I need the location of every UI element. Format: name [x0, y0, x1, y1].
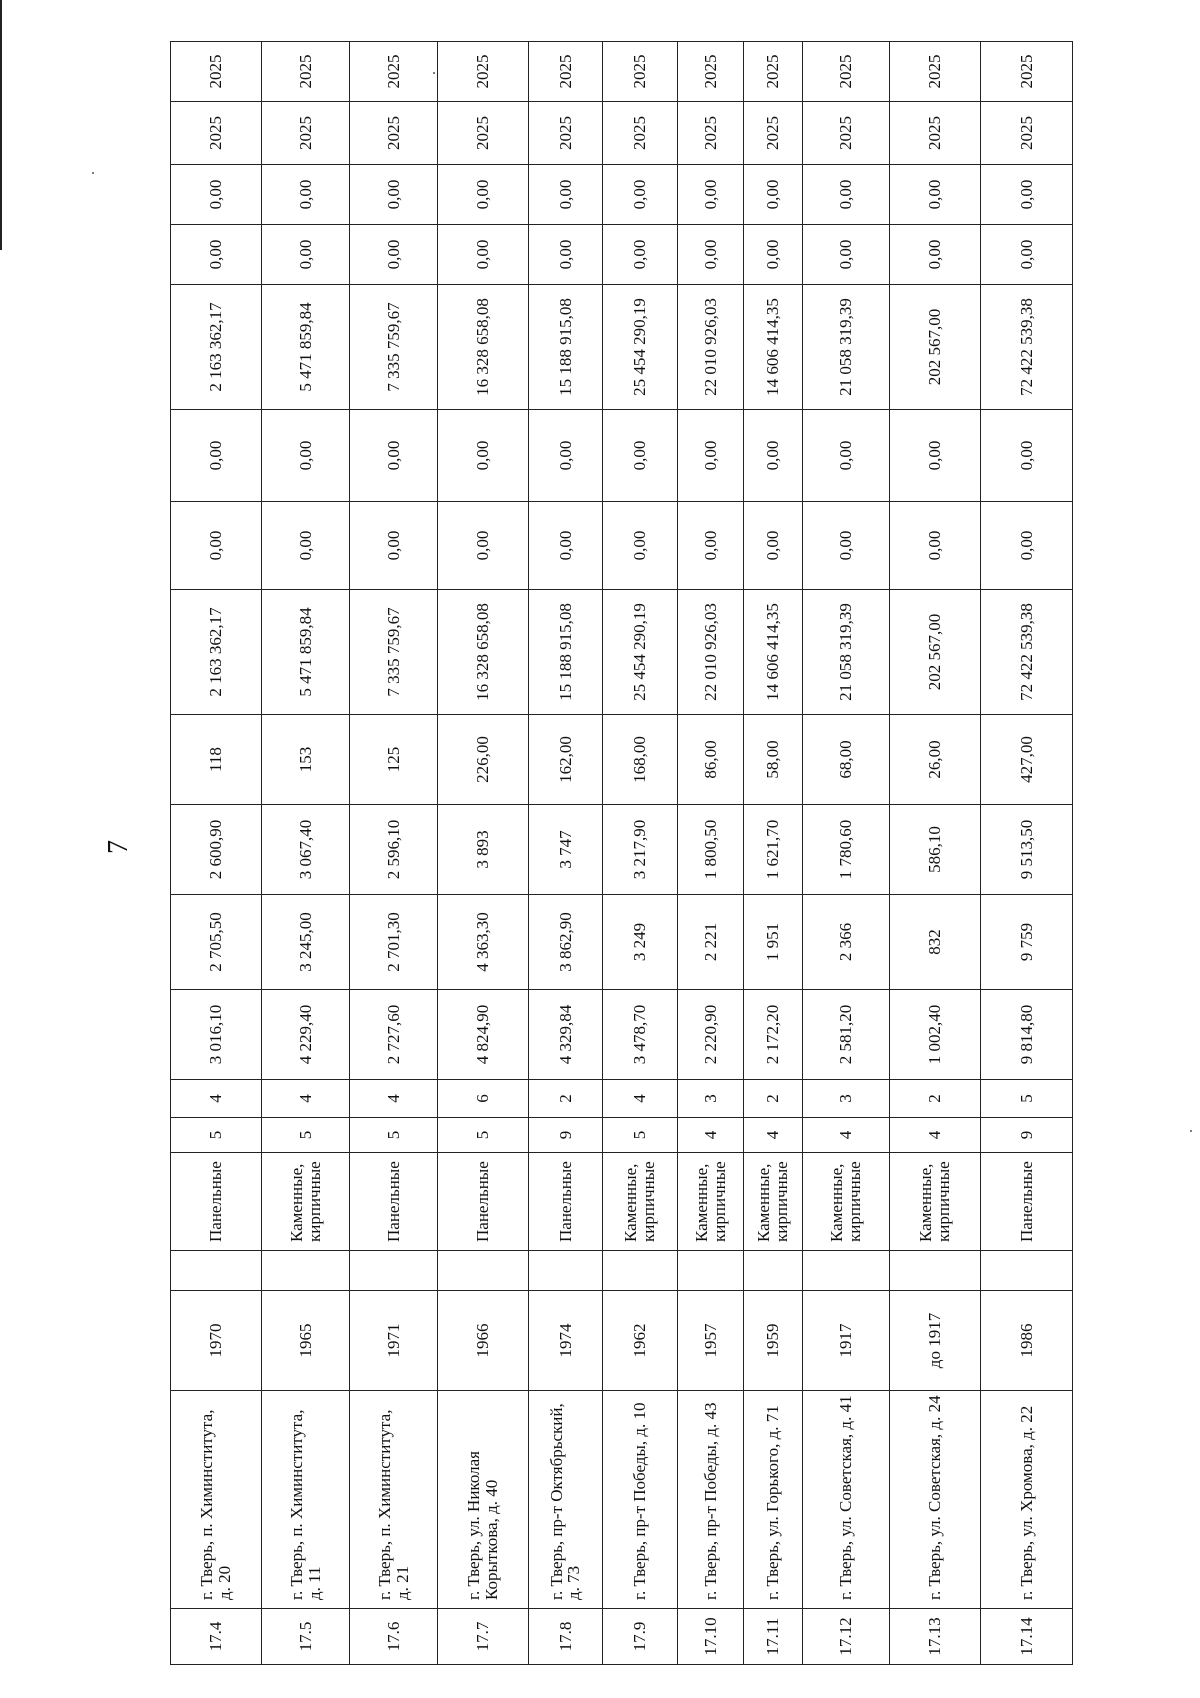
cell-address: г. Тверь, ул. Советская, д. 41	[802, 1391, 890, 1609]
cell-no: 17.4	[171, 1609, 262, 1665]
cell-fund-c: 72 422 539,38	[981, 285, 1073, 410]
table-row	[528, 42, 603, 1665]
cell-fund-d: 0,00	[437, 225, 528, 285]
cell-extra	[261, 1251, 350, 1291]
cell-year-plan: 2025	[744, 102, 803, 165]
cell-fund-a: 0,00	[802, 502, 890, 590]
cell-area-total: 2 727,60	[350, 990, 438, 1080]
cell-year: 1970	[171, 1291, 262, 1391]
cell-fund-b: 0,00	[171, 410, 262, 502]
cell-cost-total: 14 606 414,35	[744, 590, 803, 715]
cell-area-c: 1 621,70	[744, 805, 803, 895]
cell-cost-total: 202 567,00	[890, 590, 981, 715]
cell-fund-d: 0,00	[678, 225, 744, 285]
cell-fund-c: 14 606 414,35	[744, 285, 803, 410]
cell-year: 1962	[603, 1291, 678, 1391]
cell-fund-d: 0,00	[890, 225, 981, 285]
cell-fund-e: 0,00	[261, 165, 350, 225]
cell-address: г. Тверь, ул. Советская, д. 24	[890, 1391, 981, 1609]
cell-year: 1959	[744, 1291, 803, 1391]
cell-entrances: 2	[528, 1080, 603, 1118]
cell-fund-d: 0,00	[744, 225, 803, 285]
cell-entrances: 5	[981, 1080, 1073, 1118]
cell-entrances: 3	[678, 1080, 744, 1118]
cell-no: 17.5	[261, 1609, 350, 1665]
cell-fund-b: 0,00	[603, 410, 678, 502]
cell-fund-c: 2 163 362,17	[171, 285, 262, 410]
cell-extra	[890, 1251, 981, 1291]
cell-year-plan: 2025	[678, 102, 744, 165]
cell-cost-total: 15 188 915,08	[528, 590, 603, 715]
cell-floors: 5	[603, 1118, 678, 1153]
cell-area-b: 2 701,30	[350, 895, 438, 990]
cell-floors: 5	[171, 1118, 262, 1153]
cell-residents: 86,00	[678, 715, 744, 805]
cell-extra	[981, 1251, 1073, 1291]
cell-area-total: 4 229,40	[261, 990, 350, 1080]
cell-area-c: 2 600,90	[171, 805, 262, 895]
cell-year-done: 2025	[261, 42, 350, 102]
cell-year-plan: 2025	[981, 102, 1073, 165]
cell-fund-b: 0,00	[437, 410, 528, 502]
cell-area-total: 2 220,90	[678, 990, 744, 1080]
cell-extra	[802, 1251, 890, 1291]
cell-area-b: 3 862,90	[528, 895, 603, 990]
cell-walls: Панельные	[437, 1153, 528, 1251]
cell-cost-total: 25 454 290,19	[603, 590, 678, 715]
cell-area-b: 832	[890, 895, 981, 990]
cell-fund-d: 0,00	[802, 225, 890, 285]
cell-fund-e: 0,00	[528, 165, 603, 225]
cell-fund-a: 0,00	[350, 502, 438, 590]
cell-fund-b: 0,00	[678, 410, 744, 502]
cell-area-c: 2 596,10	[350, 805, 438, 895]
cell-year-plan: 2025	[261, 102, 350, 165]
table-row	[171, 42, 262, 1665]
cell-fund-e: 0,00	[603, 165, 678, 225]
cell-fund-e: 0,00	[350, 165, 438, 225]
cell-area-total: 9 814,80	[981, 990, 1073, 1080]
cell-year: 1917	[802, 1291, 890, 1391]
cell-entrances: 6	[437, 1080, 528, 1118]
cell-address: г. Тверь, п. Химинститута, д. 11	[261, 1391, 350, 1609]
cell-fund-a: 0,00	[528, 502, 603, 590]
table-row	[890, 42, 981, 1665]
cell-floors: 5	[437, 1118, 528, 1153]
cell-entrances: 4	[603, 1080, 678, 1118]
cell-area-total: 4 824,90	[437, 990, 528, 1080]
cell-fund-e: 0,00	[678, 165, 744, 225]
cell-area-b: 4 363,30	[437, 895, 528, 990]
cell-residents: 226,00	[437, 715, 528, 805]
cell-cost-total: 21 058 319,39	[802, 590, 890, 715]
cell-cost-total: 2 163 362,17	[171, 590, 262, 715]
cell-year-plan: 2025	[171, 102, 262, 165]
cell-fund-e: 0,00	[981, 165, 1073, 225]
cell-fund-c: 15 188 915,08	[528, 285, 603, 410]
table-row	[350, 42, 438, 1665]
scan-speck	[92, 172, 94, 174]
cell-walls: Каменные, кирпичные	[890, 1153, 981, 1251]
cell-year: 1957	[678, 1291, 744, 1391]
cell-floors: 9	[981, 1118, 1073, 1153]
cell-area-total: 4 329,84	[528, 990, 603, 1080]
cell-area-total: 3 016,10	[171, 990, 262, 1080]
page-number: 7	[103, 840, 134, 854]
cell-floors: 9	[528, 1118, 603, 1153]
cell-residents: 68,00	[802, 715, 890, 805]
cell-fund-d: 0,00	[261, 225, 350, 285]
table-row	[981, 42, 1073, 1665]
cell-year: 1974	[528, 1291, 603, 1391]
cell-area-b: 9 759	[981, 895, 1073, 990]
cell-address: г. Тверь, ул. Хромова, д. 22	[981, 1391, 1073, 1609]
cell-area-b: 3 245,00	[261, 895, 350, 990]
cell-fund-c: 202 567,00	[890, 285, 981, 410]
cell-no: 17.8	[528, 1609, 603, 1665]
cell-fund-e: 0,00	[890, 165, 981, 225]
cell-extra	[528, 1251, 603, 1291]
cell-no: 17.10	[678, 1609, 744, 1665]
cell-year: 1965	[261, 1291, 350, 1391]
cell-walls: Каменные, кирпичные	[744, 1153, 803, 1251]
cell-extra	[171, 1251, 262, 1291]
cell-walls: Панельные	[981, 1153, 1073, 1251]
cell-fund-b: 0,00	[890, 410, 981, 502]
cell-cost-total: 16 328 658,08	[437, 590, 528, 715]
cell-area-b: 3 249	[603, 895, 678, 990]
cell-area-c: 3 893	[437, 805, 528, 895]
capital-repair-table	[170, 41, 1073, 1665]
cell-address: г. Тверь, п. Химинститута, д. 20	[171, 1391, 262, 1609]
scan-edge-mark	[0, 0, 2, 250]
cell-fund-a: 0,00	[437, 502, 528, 590]
cell-residents: 168,00	[603, 715, 678, 805]
cell-residents: 26,00	[890, 715, 981, 805]
cell-address: г. Тверь, пр-т Октябрьский, д. 73	[528, 1391, 603, 1609]
cell-year-plan: 2025	[528, 102, 603, 165]
cell-year: 1986	[981, 1291, 1073, 1391]
cell-fund-c: 16 328 658,08	[437, 285, 528, 410]
cell-fund-d: 0,00	[603, 225, 678, 285]
cell-floors: 4	[678, 1118, 744, 1153]
cell-address: г. Тверь, пр-т Победы, д. 10	[603, 1391, 678, 1609]
cell-year-plan: 2025	[802, 102, 890, 165]
cell-area-b: 2 366	[802, 895, 890, 990]
cell-fund-a: 0,00	[890, 502, 981, 590]
cell-fund-b: 0,00	[350, 410, 438, 502]
cell-entrances: 2	[890, 1080, 981, 1118]
cell-year-plan: 2025	[890, 102, 981, 165]
cell-year: 1971	[350, 1291, 438, 1391]
cell-year-done: 2025	[981, 42, 1073, 102]
cell-floors: 5	[261, 1118, 350, 1153]
cell-no: 17.12	[802, 1609, 890, 1665]
cell-fund-e: 0,00	[171, 165, 262, 225]
cell-residents: 162,00	[528, 715, 603, 805]
cell-cost-total: 7 335 759,67	[350, 590, 438, 715]
cell-no: 17.11	[744, 1609, 803, 1665]
cell-fund-e: 0,00	[802, 165, 890, 225]
table-row	[744, 42, 803, 1665]
cell-residents: 427,00	[981, 715, 1073, 805]
cell-residents: 153	[261, 715, 350, 805]
cell-fund-c: 22 010 926,03	[678, 285, 744, 410]
cell-area-c: 1 800,50	[678, 805, 744, 895]
cell-entrances: 4	[171, 1080, 262, 1118]
cell-year-done: 2025	[744, 42, 803, 102]
cell-fund-a: 0,00	[171, 502, 262, 590]
cell-area-total: 3 478,70	[603, 990, 678, 1080]
table-body	[171, 42, 1073, 1665]
cell-year-plan: 2025	[437, 102, 528, 165]
cell-cost-total: 72 422 539,38	[981, 590, 1073, 715]
cell-walls: Каменные, кирпичные	[678, 1153, 744, 1251]
cell-extra	[678, 1251, 744, 1291]
cell-year-done: 2025	[171, 42, 262, 102]
cell-year-done: 2025	[437, 42, 528, 102]
cell-year-done: 2025	[678, 42, 744, 102]
cell-area-c: 3 217,90	[603, 805, 678, 895]
cell-fund-d: 0,00	[528, 225, 603, 285]
table-row	[678, 42, 744, 1665]
cell-fund-e: 0,00	[744, 165, 803, 225]
cell-area-c: 3 747	[528, 805, 603, 895]
cell-fund-a: 0,00	[744, 502, 803, 590]
cell-address: г. Тверь, ул. Николая Корыткова, д. 40	[437, 1391, 528, 1609]
cell-fund-c: 21 058 319,39	[802, 285, 890, 410]
cell-entrances: 2	[744, 1080, 803, 1118]
cell-entrances: 4	[350, 1080, 438, 1118]
cell-residents: 125	[350, 715, 438, 805]
cell-address: г. Тверь, п. Химинститута, д. 21	[350, 1391, 438, 1609]
cell-fund-b: 0,00	[981, 410, 1073, 502]
cell-year-done: 2025	[603, 42, 678, 102]
cell-fund-d: 0,00	[171, 225, 262, 285]
cell-fund-a: 0,00	[603, 502, 678, 590]
cell-year: 1966	[437, 1291, 528, 1391]
cell-walls: Панельные	[171, 1153, 262, 1251]
table-row	[261, 42, 350, 1665]
scan-speck	[1190, 1130, 1192, 1132]
cell-year: до 1917	[890, 1291, 981, 1391]
cell-year-done: 2025	[890, 42, 981, 102]
cell-floors: 4	[890, 1118, 981, 1153]
cell-walls: Каменные, кирпичные	[802, 1153, 890, 1251]
cell-entrances: 4	[261, 1080, 350, 1118]
cell-fund-a: 0,00	[678, 502, 744, 590]
cell-cost-total: 22 010 926,03	[678, 590, 744, 715]
cell-extra	[437, 1251, 528, 1291]
cell-residents: 118	[171, 715, 262, 805]
cell-floors: 4	[744, 1118, 803, 1153]
cell-floors: 4	[802, 1118, 890, 1153]
cell-no: 17.6	[350, 1609, 438, 1665]
cell-no: 17.9	[603, 1609, 678, 1665]
cell-address: г. Тверь, ул. Горького, д. 71	[744, 1391, 803, 1609]
cell-area-b: 1 951	[744, 895, 803, 990]
cell-walls: Панельные	[350, 1153, 438, 1251]
table-row	[802, 42, 890, 1665]
cell-fund-a: 0,00	[261, 502, 350, 590]
cell-fund-d: 0,00	[350, 225, 438, 285]
cell-fund-e: 0,00	[437, 165, 528, 225]
cell-area-c: 9 513,50	[981, 805, 1073, 895]
table-row	[603, 42, 678, 1665]
cell-residents: 58,00	[744, 715, 803, 805]
cell-extra	[603, 1251, 678, 1291]
cell-walls: Каменные, кирпичные	[603, 1153, 678, 1251]
cell-no: 17.7	[437, 1609, 528, 1665]
cell-area-c: 3 067,40	[261, 805, 350, 895]
cell-year-done: 2025	[802, 42, 890, 102]
cell-address: г. Тверь, пр-т Победы, д. 43	[678, 1391, 744, 1609]
cell-fund-a: 0,00	[981, 502, 1073, 590]
cell-area-total: 1 002,40	[890, 990, 981, 1080]
cell-year-plan: 2025	[350, 102, 438, 165]
cell-fund-b: 0,00	[802, 410, 890, 502]
cell-year-done: 2025	[528, 42, 603, 102]
cell-walls: Панельные	[528, 1153, 603, 1251]
rotated-table-container	[170, 54, 1073, 1665]
cell-floors: 5	[350, 1118, 438, 1153]
cell-fund-b: 0,00	[261, 410, 350, 502]
cell-area-c: 586,10	[890, 805, 981, 895]
cell-area-total: 2 581,20	[802, 990, 890, 1080]
cell-year-plan: 2025	[603, 102, 678, 165]
cell-entrances: 3	[802, 1080, 890, 1118]
cell-walls: Каменные, кирпичные	[261, 1153, 350, 1251]
cell-fund-c: 7 335 759,67	[350, 285, 438, 410]
cell-cost-total: 5 471 859,84	[261, 590, 350, 715]
cell-fund-c: 5 471 859,84	[261, 285, 350, 410]
table-row	[437, 42, 528, 1665]
cell-area-b: 2 221	[678, 895, 744, 990]
cell-fund-c: 25 454 290,19	[603, 285, 678, 410]
cell-fund-b: 0,00	[744, 410, 803, 502]
cell-extra	[744, 1251, 803, 1291]
cell-year-done: 2025	[350, 42, 438, 102]
cell-area-c: 1 780,60	[802, 805, 890, 895]
cell-extra	[350, 1251, 438, 1291]
cell-area-total: 2 172,20	[744, 990, 803, 1080]
cell-fund-d: 0,00	[981, 225, 1073, 285]
cell-area-b: 2 705,50	[171, 895, 262, 990]
cell-no: 17.14	[981, 1609, 1073, 1665]
cell-fund-b: 0,00	[528, 410, 603, 502]
cell-no: 17.13	[890, 1609, 981, 1665]
